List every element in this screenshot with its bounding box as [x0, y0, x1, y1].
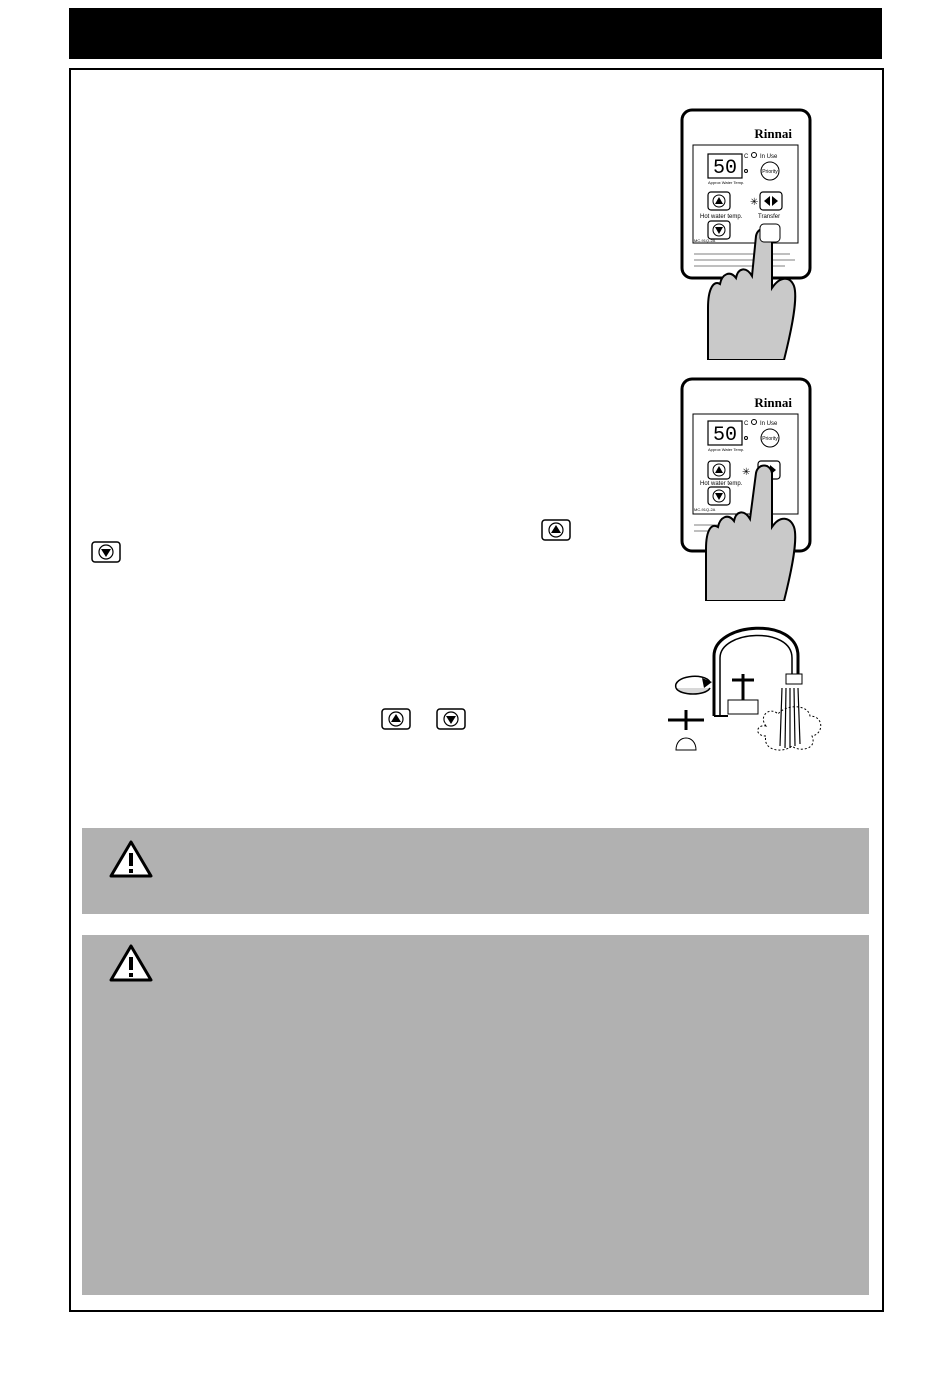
svg-text:Approx Water Temp.: Approx Water Temp.: [708, 447, 745, 452]
svg-text:Transfer: Transfer: [758, 214, 781, 220]
svg-text:C: C: [744, 421, 749, 427]
warning-triangle-icon: [109, 943, 153, 988]
down-arrow-button-icon: [436, 708, 466, 735]
svg-text:Rinnai: Rinnai: [754, 395, 792, 410]
svg-text:✳: ✳: [742, 467, 751, 478]
svg-text:C: C: [744, 154, 749, 160]
controller-illustration-1: [680, 108, 812, 360]
svg-text:Hot water temp.: Hot water temp.: [700, 481, 743, 487]
svg-text:Approx Water Temp.: Approx Water Temp.: [708, 180, 745, 185]
warning-triangle-icon: [109, 839, 153, 884]
svg-text:Priority: Priority: [762, 169, 778, 175]
up-arrow-button-icon: [381, 708, 411, 735]
temperature-display: 50: [712, 157, 738, 180]
svg-text:50: 50: [712, 424, 738, 447]
svg-text:In Use: In Use: [760, 421, 778, 427]
header-bar: [69, 8, 882, 59]
svg-text:MC-91Q-2A: MC-91Q-2A: [694, 507, 716, 512]
svg-text:MC-91Q-2A: MC-91Q-2A: [694, 238, 716, 243]
svg-text:Priority: Priority: [762, 436, 778, 442]
svg-text:✳: ✳: [750, 197, 759, 208]
warning-box-caution: [82, 828, 869, 914]
warning-box-warning: [82, 935, 869, 1295]
up-arrow-button-icon: [541, 519, 571, 546]
controller-illustration-2: [680, 377, 812, 601]
brand-logo: Rinnai: [754, 126, 792, 141]
svg-text:In Use: In Use: [760, 154, 778, 160]
svg-text:Hot water temp.: Hot water temp.: [700, 214, 743, 220]
tap-illustration: [658, 616, 828, 762]
down-arrow-button-icon: [91, 541, 121, 568]
